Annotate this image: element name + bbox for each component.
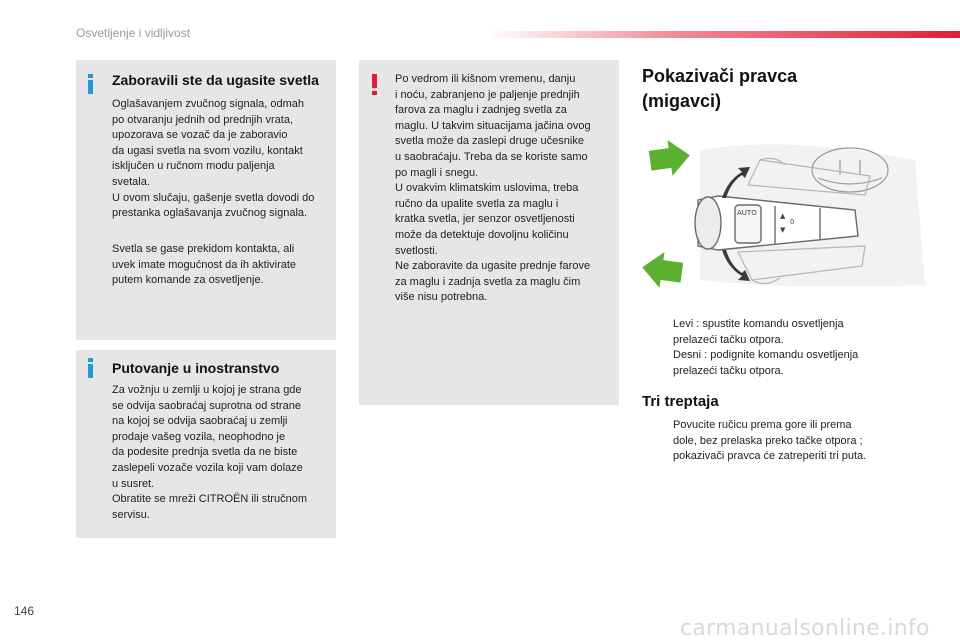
- info-icon: [88, 74, 93, 94]
- info-box-travel-abroad: [76, 350, 336, 538]
- warning-icon: [372, 74, 377, 96]
- arrow-down-left-icon: [640, 249, 684, 290]
- lighting-stalk-illustration: [640, 140, 930, 290]
- svg-text:▼: ▼: [780, 226, 786, 234]
- bullet-text: Levi : spustite komandu osvetljenja prelazeći tačku otpora.: [673, 318, 844, 346]
- bullet-text: Desni : podignite komandu osvetljenja prelazeći tačku otpora.: [673, 349, 859, 377]
- watermark: carmanualsonline.info: [680, 616, 930, 641]
- box-paragraph: Svetla se gase prekidom kontakta, ali uvek imate mogućnost da ih aktivirate putem komande za osvetljenje.: [112, 243, 297, 287]
- header-title: Osvetljenje i vidljivost: [76, 26, 191, 40]
- bullet-text: Povucite ručicu prema gore ili prema dole, bez prelaska preko tačke otpora ; pokazivači pravca će zatreperiti tri puta.: [673, 419, 867, 463]
- box-paragraph: Po vedrom ili kišnom vremenu, danju i noću, zabranjeno je paljenje prednjih farova za maglu i zadnjeg svetla za maglu. U takvim situacijama jačina ovog svetla može da zaslepi druge učesnike u saobraćaju. Treba da se koriste samo po magli i snegu. U ovakvim klimatskim uslovima, treba ručno da upalite svetla za maglu i kratka svetla, jer senzor osvetljenosti može da detektuje dovoljnu količinu svetlosti. Ne zaboravite da ugasite prednje farove za maglu i zadnja svetla za maglu čim više nisu potrebna.: [395, 73, 591, 304]
- subsection-title: Tri treptaja: [642, 393, 719, 410]
- box-paragraph: Oglašavanjem zvučnog signala, odmah po otvaranju jednih od prednjih vrata, upozorava se vozač da je zaboravio da ugasi svetla na svom vozilu, kontakt isključen u ručnom modu paljenja svetala. U ovom slučaju, gašenje svetla dovodi do prestanka oglašavanja zvučnog signala.: [112, 98, 315, 220]
- info-box-lights-reminder: [76, 60, 336, 340]
- box-title: Zaboravili ste da ugasite svetla: [112, 72, 319, 88]
- section-title: Pokazivači pravca (migavci): [642, 66, 798, 111]
- svg-text:▲: ▲: [780, 212, 786, 220]
- box-title: Putovanje u inostranstvo: [112, 360, 280, 376]
- arrow-up-right-icon: [648, 140, 693, 179]
- svg-text:AUTO: AUTO: [737, 209, 757, 217]
- svg-text:0: 0: [790, 218, 795, 226]
- warning-box-fog-lights: [359, 60, 619, 405]
- info-icon: [88, 358, 93, 378]
- header-accent-bar: [488, 31, 960, 38]
- box-paragraph: Za vožnju u zemlji u kojoj je strana gde se odvija saobraćaj suprotna od strane na kojoj se odvija saobraćaj u zemlji prodaje vašeg vozila, neophodno je da podesite prednja svetla da ne biste zaslepeli vozače vozila koji vam dolaze u susret. Obratite se mreži CITROËN ili stručnom servisu.: [112, 384, 307, 521]
- page-number: 146: [14, 604, 35, 618]
